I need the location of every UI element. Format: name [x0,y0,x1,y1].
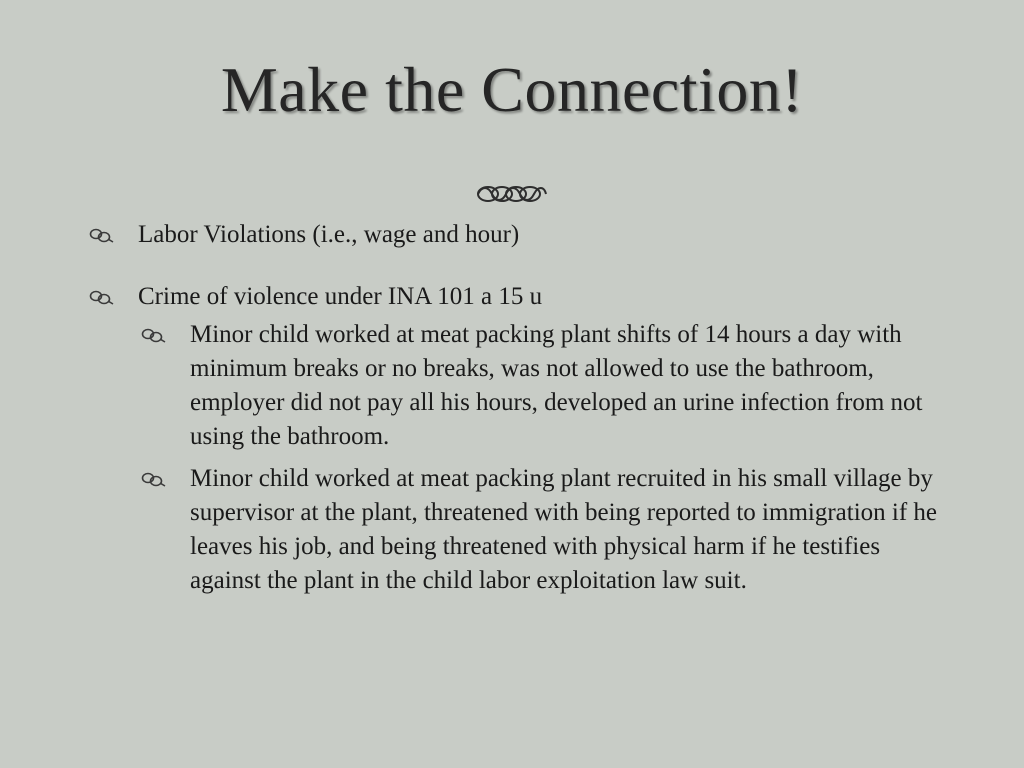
bullet-item [88,280,948,314]
sub-bullet-item [140,318,948,454]
bullet-text: Labor Violations (i.e., wage and hour) [138,221,520,248]
flourish-divider-icon [420,182,604,206]
sub-bullet-text: Minor child worked at meat packing plant recruited in his small village by supervisor at the plant, threatened with being reported to immigration if he leaves his job, and being threatened with physical harm if he testifies against the plant in the child labor exploitation law suit. [190,465,938,594]
bullet-text: Crime of violence under INA 101 a 15 u [138,283,543,310]
sub-bullet-item [140,462,948,598]
sub-bullet-text: Minor child worked at meat packing plant shifts of 14 hours a day with minimum breaks or no breaks, was not allowed to use the bathroom, employer did not pay all his hours, developed an urine infection from not using the bathroom. [190,321,923,450]
double-loop-bullet-icon [88,289,114,305]
double-loop-bullet-icon [140,327,166,343]
bullet-list [88,218,948,606]
double-loop-bullet-icon [88,227,114,243]
double-loop-bullet-icon [140,471,166,487]
slide-title: Make the Connection! [220,54,804,125]
bullet-item [88,218,948,252]
